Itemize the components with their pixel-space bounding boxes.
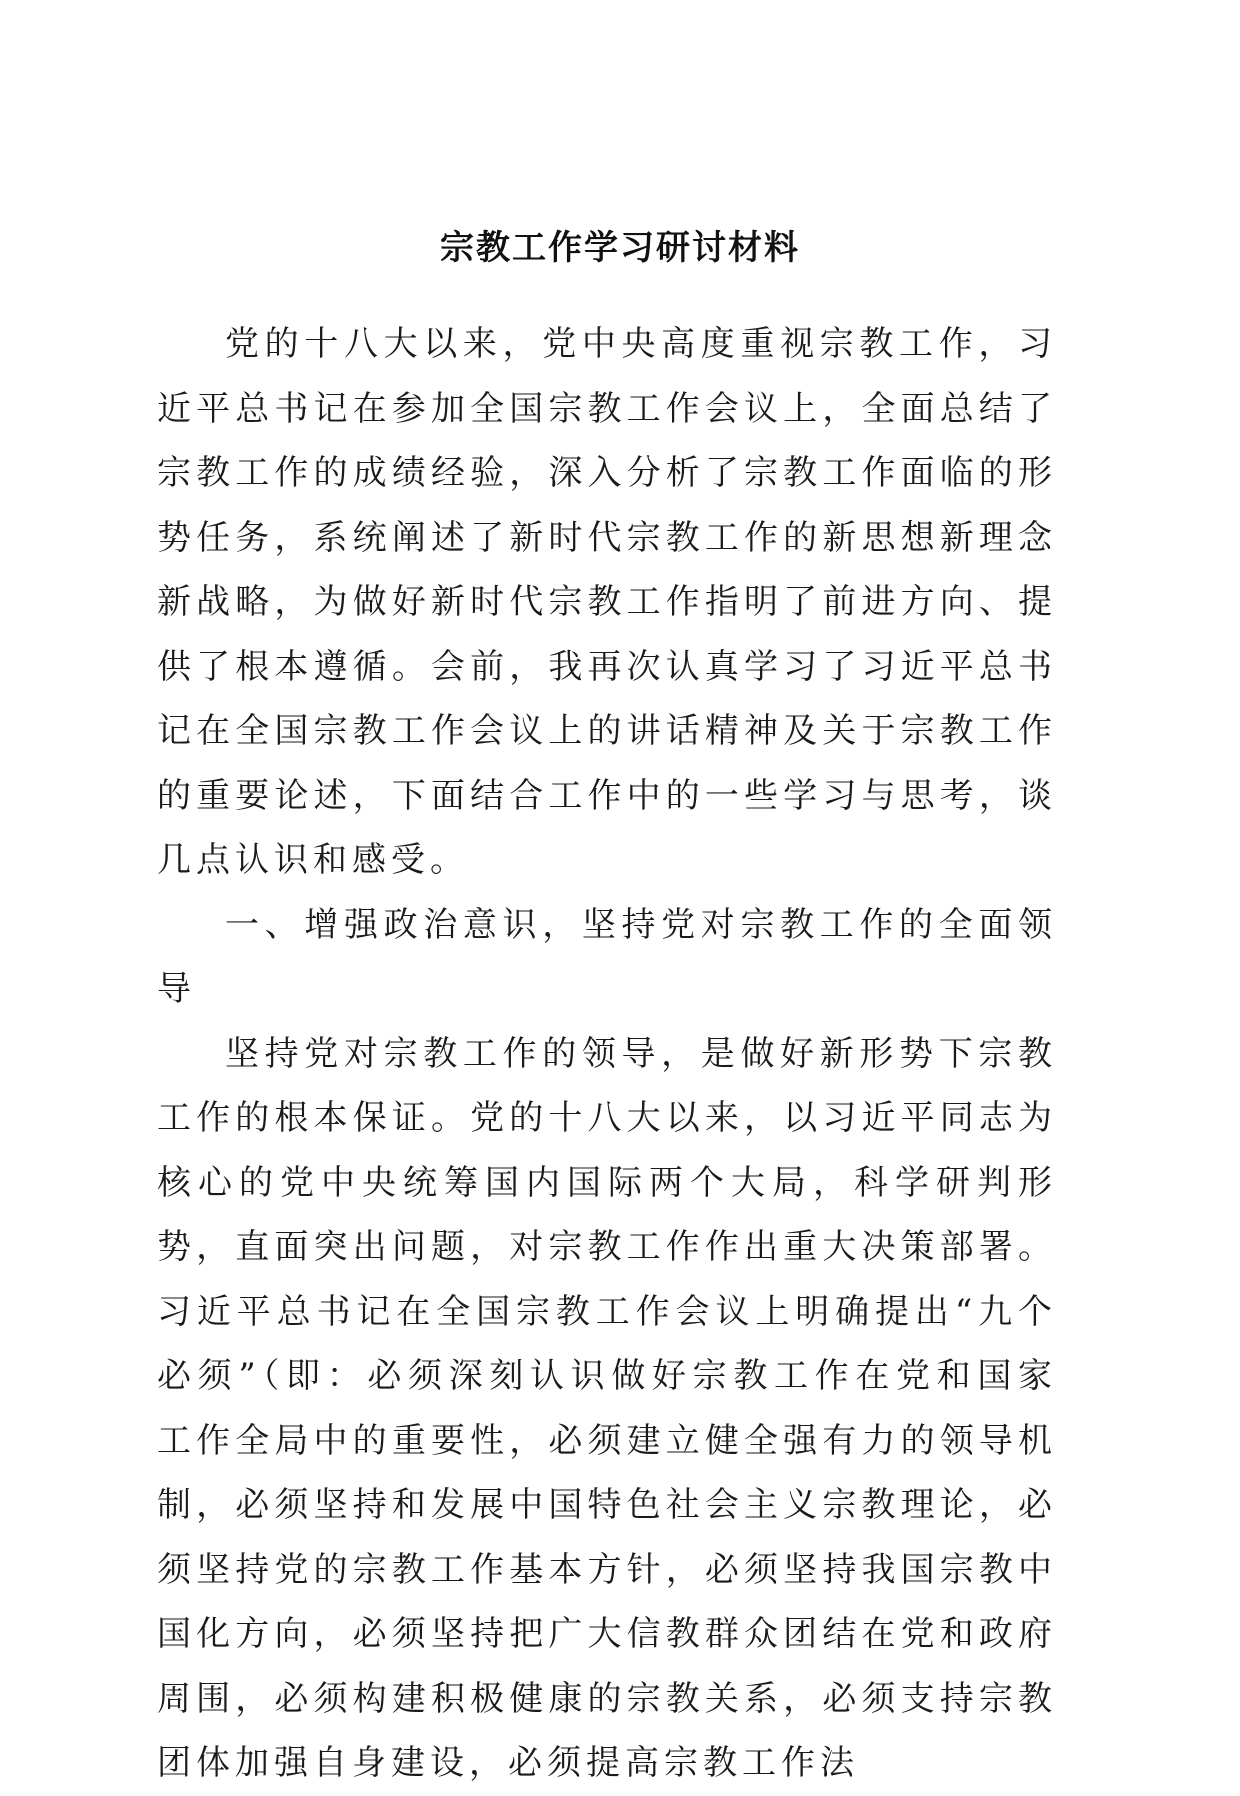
document-title: 宗教工作学习研讨材料 bbox=[440, 228, 800, 268]
paragraph-intro: 党的十八大以来，党中央高度重视宗教工作，习近平总书记在参加全国宗教工作会议上，全面总结了宗教工作的成绩经验，深入分析了宗教工作面临的形势任务，系统阐述了新时代宗教工作的新思想新理念新战略，为做好新时代宗教工作指明了前进方向、提供了根本遵循。会前，我再次认真学习了习近平总书记在全国宗教工作会议上的讲话精神及关于宗教工作的重要论述，下面结合工作中的一些学习与思考，谈几点认识和感受。 bbox=[157, 324, 1057, 880]
document-body bbox=[157, 312, 1057, 1796]
paragraph-section-1: 坚持党对宗教工作的领导，是做好新形势下宗教工作的根本保证。党的十八大以来，以习近平同志为核心的党中央统筹国内国际两个大局，科学研判形势，直面突出问题，对宗教工作作出重大决策部署。习近平总书记在全国宗教工作会议上明确提出“九个必须”（即：必须深刻认识做好宗教工作在党和国家工作全局中的重要性，必须建立健全强有力的领导机制，必须坚持和发展中国特色社会主义宗教理论，必须坚持党的宗教工作基本方针，必须坚持我国宗教中国化方向，必须坚持把广大信教群众团结在党和政府周围，必须构建积极健康的宗教关系，必须支持宗教团体加强自身建设，必须提高宗教工作法 bbox=[157, 1033, 1057, 1783]
section-heading-1: 一、增强政治意识，坚持党对宗教工作的全面领导 bbox=[157, 904, 1057, 1009]
